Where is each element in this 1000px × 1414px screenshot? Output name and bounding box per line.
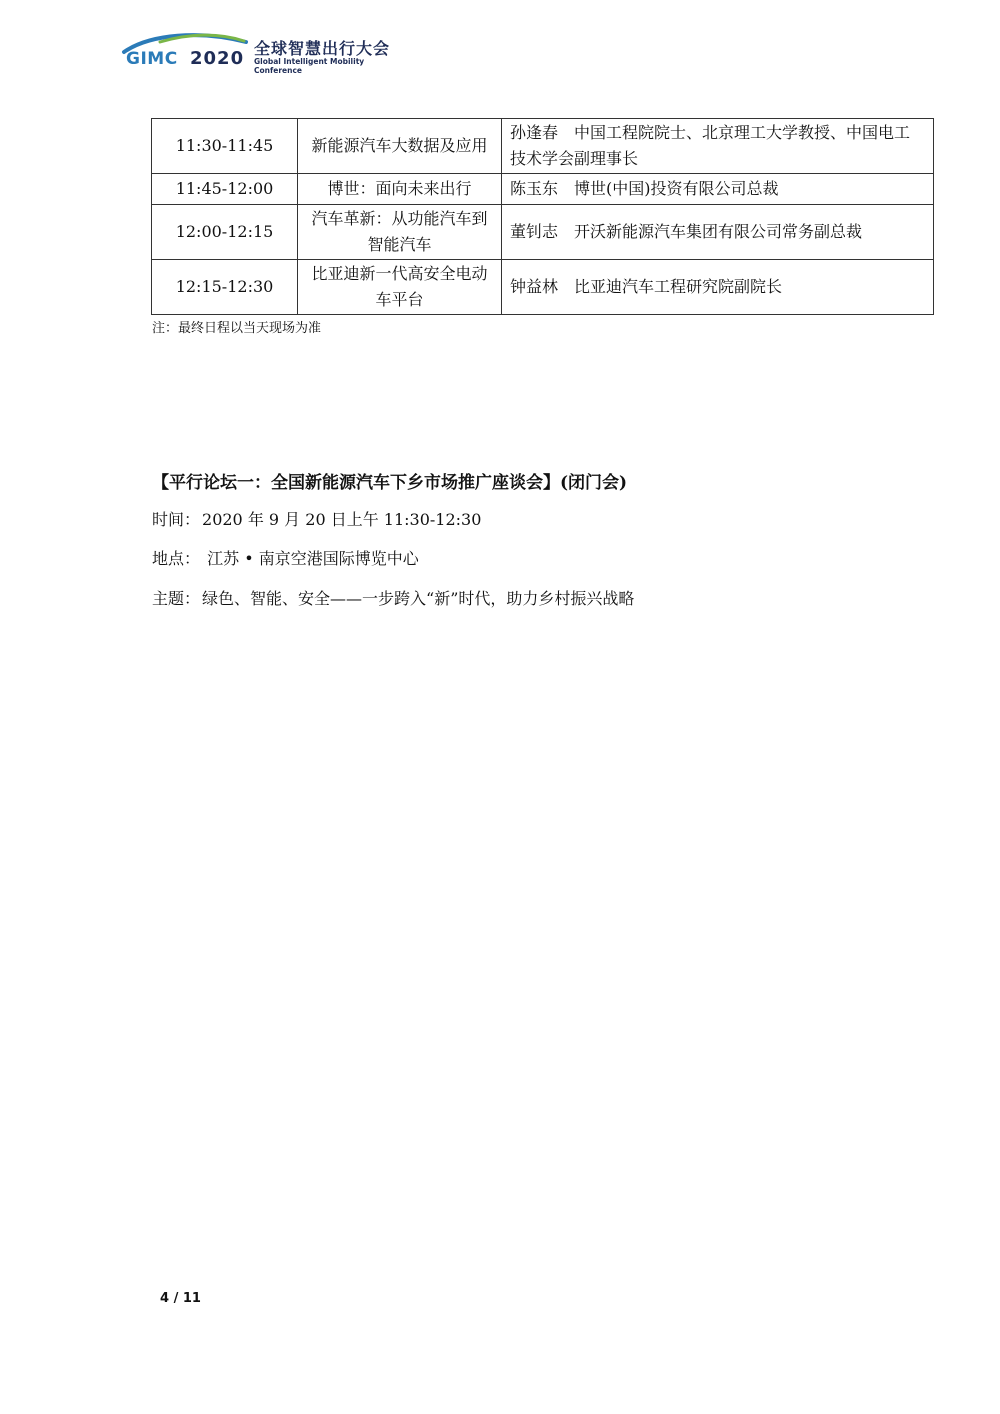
time-label: 时间： [152,510,201,529]
gimc-logo [120,28,410,75]
speaker-title: 博世(中国)投资有限公司总裁 [574,179,779,198]
time-cell: 12:00-12:15 [152,205,298,260]
time-value: 2020 年 9 月 20 日上午 11:30-12:30 [202,510,482,529]
speaker-cell [502,260,934,315]
topic-cell: 新能源汽车大数据及应用 [298,119,502,174]
time-cell: 11:45-12:00 [152,174,298,205]
speaker-cell [502,205,934,260]
topic-cell: 比亚迪新一代高安全电动车平台 [298,260,502,315]
page-number: 4 / 11 [160,1291,201,1306]
schedule-note: 注：最终日程以当天现场为准 [152,321,322,336]
logo-year-text: 2020 [190,48,245,69]
table-row [152,205,934,260]
speaker-name: 钟益林 [510,277,559,296]
speaker-title: 中国工程院院士、北京理工大学教授、中国电工技术学会副理事长 [510,123,911,168]
forum-title: 【平行论坛一：全国新能源汽车下乡市场推广座谈会】(闭门会) [152,473,628,493]
table-row [152,260,934,315]
topic-cell: 博世：面向未来出行 [298,174,502,205]
forum-time [152,507,481,530]
speaker-name: 董钊志 [510,222,559,241]
table-row [152,174,934,205]
speaker-name: 孙逢春 [510,123,559,142]
time-cell: 11:30-11:45 [152,119,298,174]
schedule-table [151,118,934,315]
speaker-cell [502,119,934,174]
logo-gimc-text: GIMC [126,49,178,69]
logo-english-text: Global Intelligent Mobility Conference [254,57,365,75]
theme-label: 主题： [152,589,201,608]
forum-theme [152,586,634,609]
table-row [152,119,934,174]
place-value: 江苏 • 南京空港国际博览中心 [207,549,419,568]
time-cell: 12:15-12:30 [152,260,298,315]
theme-value: 绿色、智能、安全——一步跨入“新”时代，助力乡村振兴战略 [202,589,635,608]
place-label: 地点： [152,549,201,568]
speaker-name: 陈玉东 [510,179,559,198]
forum-place [152,546,419,569]
speaker-cell [502,174,934,205]
speaker-title: 比亚迪汽车工程研究院副院长 [574,277,783,296]
topic-cell: 汽车革新：从功能汽车到智能汽车 [298,205,502,260]
logo-chinese-text: 全球智慧出行大会 [254,39,391,58]
speaker-title: 开沃新能源汽车集团有限公司常务副总裁 [574,222,863,241]
